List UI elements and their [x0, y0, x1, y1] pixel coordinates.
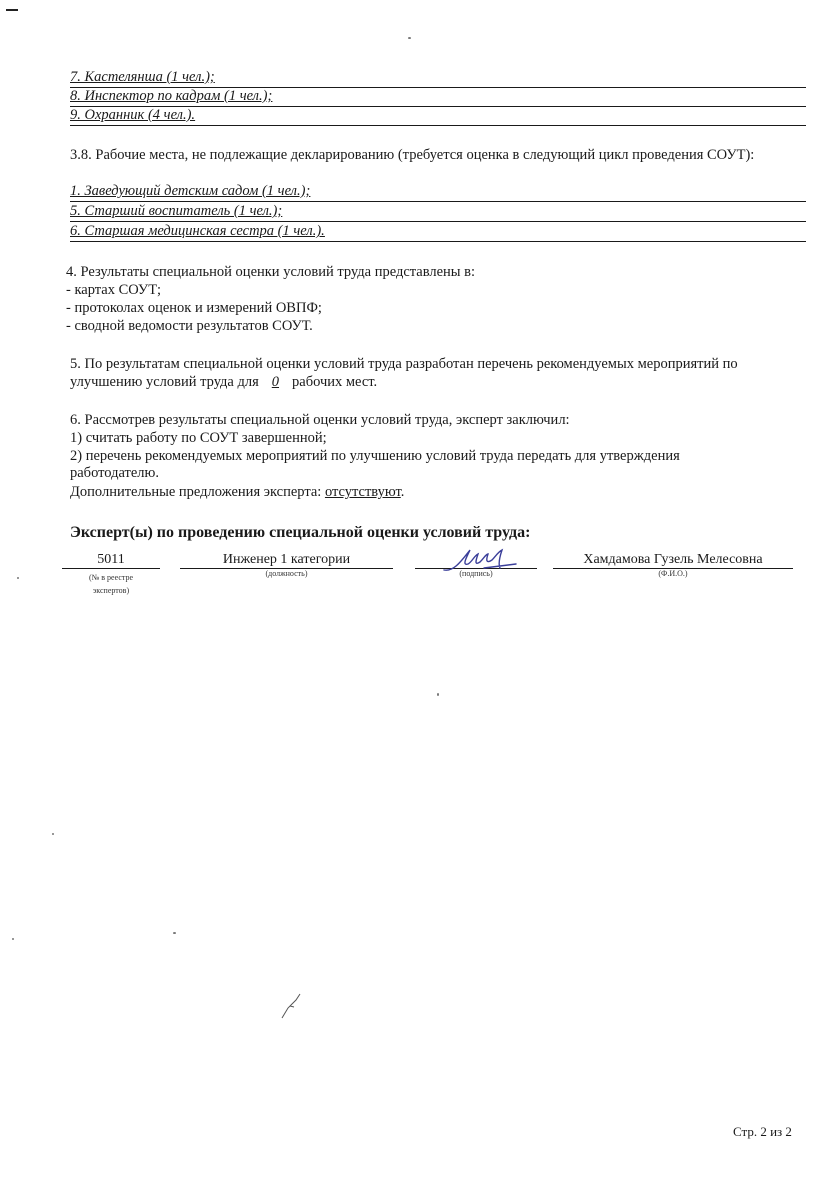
scan-speck: [408, 37, 411, 39]
position-cell: [180, 552, 393, 579]
section-3-8-text: 3.8. Рабочие места, не подлежащие декларированию (требуется оценка в следующий цикл проведения СОУТ):: [70, 147, 755, 163]
section-3-8-item-1: 1. Заведующий детским садом (1 чел.);: [70, 183, 806, 202]
signature-caption: (подпись): [459, 569, 493, 578]
section-4-item: - картах СОУТ;: [66, 282, 162, 298]
extra-value: отсутствуют: [324, 484, 401, 500]
scan-speck: [437, 693, 439, 696]
scan-speck: [12, 938, 14, 940]
section-6-extra: [70, 484, 404, 501]
page-number: Стр. 2 из 2: [733, 1124, 792, 1139]
section-5-line2: [70, 374, 377, 391]
section-5-pre: улучшению условий труда для: [70, 374, 259, 390]
section-3-8-item-5: 5. Старший воспитатель (1 чел.);: [70, 203, 806, 222]
section-6-title: 6. Рассмотрев результаты специальной оценки условий труда, эксперт заключил:: [70, 412, 570, 428]
section-6-item-1: 1) считать работу по СОУТ завершенной;: [70, 430, 327, 446]
pen-mark: [278, 990, 304, 1020]
section-5-post: рабочих мест.: [292, 374, 378, 390]
section-4-item: - сводной ведомости результатов СОУТ.: [66, 318, 313, 334]
list-item-7: 7. Кастелянша (1 чел.);: [70, 69, 806, 88]
scan-speck: [17, 577, 19, 579]
corner-mark: [6, 9, 18, 11]
section-3-8-item-6: 6. Старшая медицинская сестра (1 чел.).: [70, 223, 806, 242]
extra-label: Дополнительные предложения эксперта:: [70, 484, 322, 500]
section-4-title: 4. Результаты специальной оценки условий труда представлены в:: [66, 264, 476, 280]
section-5-line1: 5. По результатам специальной оценки условий труда разработан перечень рекомендуемых мероприятий по: [70, 356, 738, 372]
position-caption: (должность): [265, 569, 308, 578]
registry-caption: (№ в реестре экспертов): [88, 573, 134, 595]
scan-speck: [52, 833, 54, 835]
list-item-8: 8. Инспектор по кадрам (1 чел.);: [70, 88, 806, 107]
section-4-item: - протоколах оценок и измерений ОВПФ;: [66, 300, 322, 316]
experts-title: Эксперт(ы) по проведению специальной оценки условий труда:: [70, 524, 531, 541]
scan-speck: [173, 932, 176, 934]
signature-image: [440, 542, 520, 576]
list-item-9: 9. Охранник (4 чел.).: [70, 107, 806, 126]
name-cell: [553, 552, 793, 579]
extra-end: .: [400, 484, 405, 500]
expert-name: Хамдамова Гузель Мелесовна: [553, 552, 793, 569]
position: Инженер 1 категории: [180, 552, 393, 569]
name-caption: (Ф.И.О.): [658, 569, 688, 578]
section-6-item-2: 2) перечень рекомендуемых мероприятий по улучшению условий труда передать для утверждения работодателю.: [70, 448, 680, 481]
registry-number: 5011: [62, 552, 160, 569]
registry-number-cell: [62, 552, 160, 597]
section-5-count: 0: [271, 374, 280, 390]
